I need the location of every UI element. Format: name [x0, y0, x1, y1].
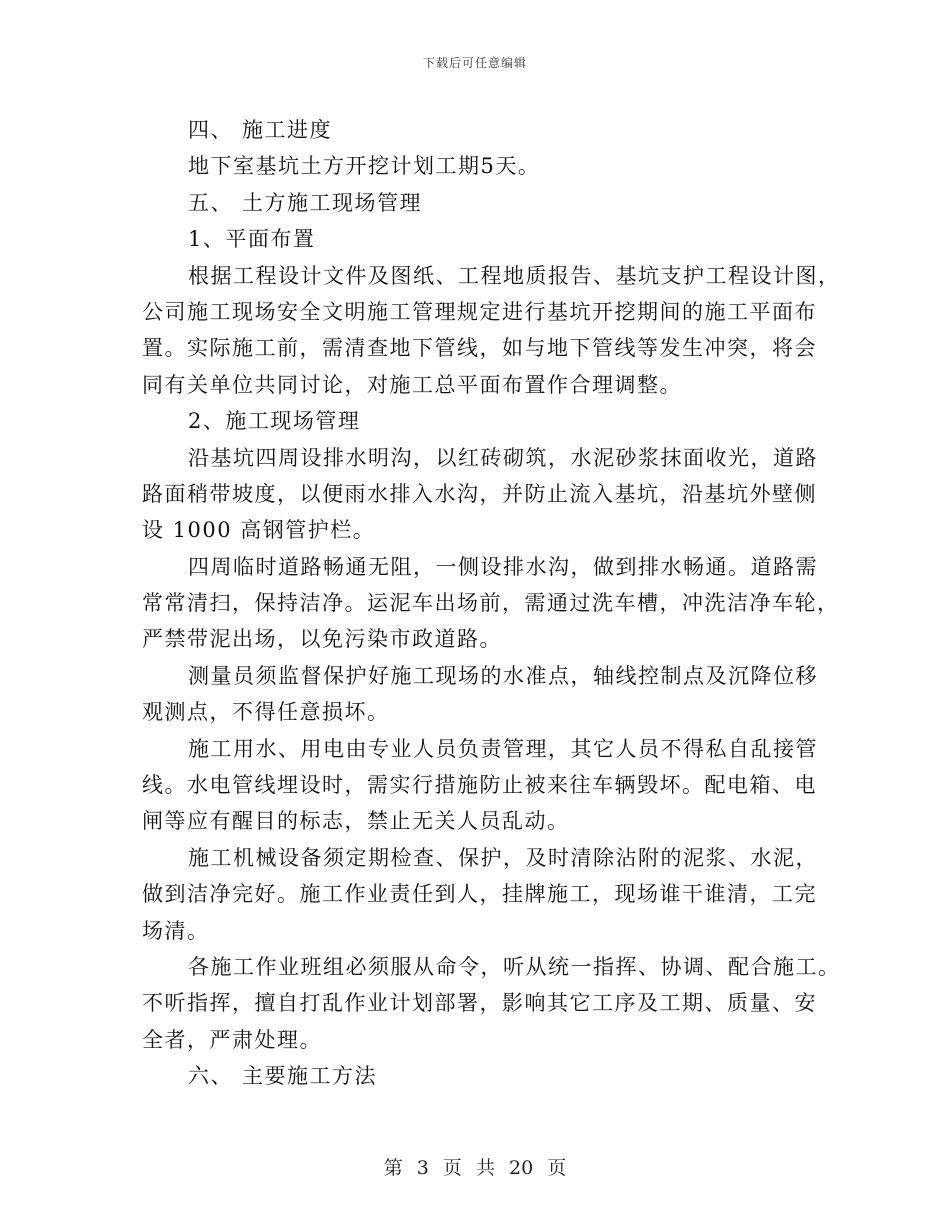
section-title: 施工进度: [242, 118, 332, 142]
page-header: 下载后可任意编辑: [422, 56, 527, 70]
subheading-site-management: 2、施工现场管理: [188, 409, 361, 434]
paragraph-line: 全者，严肃处理。: [142, 1027, 322, 1052]
paragraph-line: 做到洁净完好。施工作业责任到人，挂牌施工，现场谁干谁清，工完: [142, 882, 817, 907]
paragraph-line: 各施工作业班组必须服从命令，听从统一指挥、协调、配合施工。: [188, 954, 841, 979]
section-heading-6: [142, 1058, 812, 1094]
paragraph-line: 场清。: [142, 918, 210, 943]
paragraph-line: 施工用水、用电由专业人员负责管理，其它人员不得私自乱接管: [188, 736, 818, 761]
paragraph-line: 严禁带泥出场，以免污染市政道路。: [142, 627, 502, 652]
paragraph-line: 测量员须监督保护好施工现场的水准点，轴线控制点及沉降位移: [188, 663, 818, 688]
paragraph-line: 施工机械设备须定期检查、保护，及时清除沾附的泥浆、水泥，: [188, 845, 818, 870]
paragraph-line: 公司施工现场安全文明施工管理规定进行基坑开挖期间的施工平面布: [142, 299, 817, 324]
document-body: [142, 112, 841, 1095]
section-number: 六、: [188, 1064, 233, 1089]
section-number: 四、: [188, 118, 233, 142]
paragraph-line: 闸等应有醒目的标志，禁止无关人员乱动。: [142, 809, 570, 834]
paragraph-line: 线。水电管线埋设时，需实行措施防止被来往车辆毁坏。配电箱、电: [142, 773, 817, 798]
paragraph-line: 常常清扫，保持洁净。运泥车出场前，需通过洗车槽，冲洗洁净车轮，: [142, 591, 840, 616]
paragraph-line: 同有关单位共同讨论，对施工总平面布置作合理调整。: [142, 372, 682, 397]
paragraph-line: 不听指挥，擅自打乱作业计划部署，影响其它工序及工期、质量、安: [142, 991, 817, 1016]
section-title: 主要施工方法: [242, 1064, 377, 1089]
paragraph: 地下室基坑土方开挖计划工期5天。: [188, 154, 541, 179]
paragraph-line: 观测点，不得任意损坏。: [142, 700, 390, 725]
paragraph-line: 设 1000 高钢管护栏。: [142, 518, 376, 543]
paragraph-line: 置。实际施工前，需清查地下管线，如与地下管线等发生冲突，将会: [142, 336, 817, 361]
paragraph-line: 四周临时道路畅通无阻，一侧设排水沟，做到排水畅通。道路需: [188, 554, 818, 579]
paragraph-line: 根据工程设计文件及图纸、工程地质报告、基坑支护工程设计图，: [188, 263, 841, 288]
paragraph-line: 沿基坑四周设排水明沟，以红砖砌筑，水泥砂浆抹面收光，道路: [188, 445, 818, 470]
page-footer: 第 3 页 共 20 页: [383, 1157, 567, 1179]
section-heading-4: [142, 112, 812, 148]
section-heading-5: [142, 185, 812, 221]
section-title: 土方施工现场管理: [242, 190, 422, 215]
section-number: 五、: [188, 190, 233, 215]
paragraph-line: 路面稍带坡度，以便雨水排入水沟，并防止流入基坑，沿基坑外壁侧: [142, 481, 817, 506]
subheading-layout: 1、平面布置: [188, 227, 316, 252]
